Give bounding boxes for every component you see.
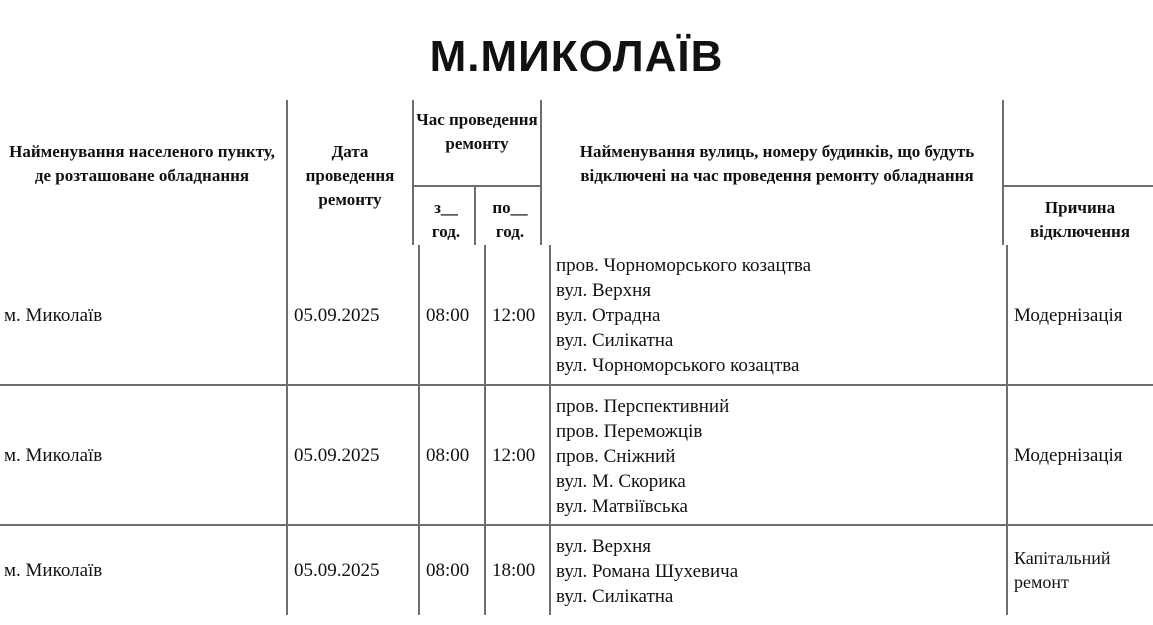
header-date: Дата проведення ремонту	[305, 142, 395, 209]
header-time-to: по__ год.	[492, 198, 528, 241]
cell-reason: Модернізація	[1014, 445, 1123, 466]
street-item: пров. Перспективний	[556, 396, 730, 417]
street-item: вул. Верхня	[556, 536, 651, 557]
street-item: вул. Матвіївська	[556, 496, 688, 517]
grid-line	[412, 100, 414, 245]
header-reason: Причина відключення	[1029, 198, 1131, 241]
cell-settlement: м. Миколаїв	[4, 560, 103, 581]
grid-line	[1002, 185, 1153, 187]
street-item: пров. Сніжний	[556, 446, 676, 467]
header-settlement: Найменування населеного пункту, де розташоване обладнання	[9, 142, 275, 185]
grid-line	[0, 384, 1153, 386]
cell-time-to: 18:00	[492, 560, 536, 581]
cell-date: 05.09.2025	[294, 560, 380, 581]
cell-time-to: 12:00	[492, 305, 536, 326]
grid-line	[484, 245, 486, 615]
street-item: пров. Чорноморського козацтва	[556, 255, 812, 276]
grid-line	[286, 245, 288, 615]
street-item: вул. М. Скорика	[556, 471, 686, 492]
cell-settlement: м. Миколаїв	[4, 305, 103, 326]
header-streets: Найменування вулиць, номеру будинків, що будуть відключені на час проведення ремонту обладнання	[579, 142, 975, 185]
cell-settlement: м. Миколаїв	[4, 445, 103, 466]
header-time-from: з__ год.	[431, 198, 461, 241]
street-item: пров. Переможців	[556, 421, 703, 442]
street-item: вул. Отрадна	[556, 305, 661, 326]
cell-time-to: 12:00	[492, 445, 536, 466]
cell-reason: Модернізація	[1014, 305, 1123, 326]
street-item: вул. Романа Шухевича	[556, 561, 739, 582]
header-time-group: Час проведення ремонту	[416, 110, 538, 153]
cell-streets	[556, 253, 811, 378]
cell-reason: Капітальний ремонт	[1014, 548, 1111, 592]
grid-line	[474, 186, 476, 245]
grid-line	[418, 245, 420, 615]
grid-line	[0, 524, 1153, 526]
street-item: вул. Верхня	[556, 280, 651, 301]
grid-line	[412, 185, 542, 187]
grid-line	[540, 100, 542, 245]
grid-line	[286, 100, 288, 245]
cell-date: 05.09.2025	[294, 305, 380, 326]
grid-line	[1006, 245, 1008, 615]
page-title: М.МИКОЛАЇВ	[429, 32, 724, 81]
cell-time-from: 08:00	[426, 445, 470, 466]
street-item: вул. Чорноморського козацтва	[556, 355, 800, 376]
cell-date: 05.09.2025	[294, 445, 380, 466]
cell-time-from: 08:00	[426, 560, 470, 581]
grid-line	[1002, 100, 1004, 245]
cell-streets	[556, 534, 738, 609]
cell-time-from: 08:00	[426, 305, 470, 326]
street-item: вул. Силікатна	[556, 586, 674, 607]
grid-line	[549, 245, 551, 615]
street-item: вул. Силікатна	[556, 330, 674, 351]
cell-streets	[556, 394, 729, 519]
